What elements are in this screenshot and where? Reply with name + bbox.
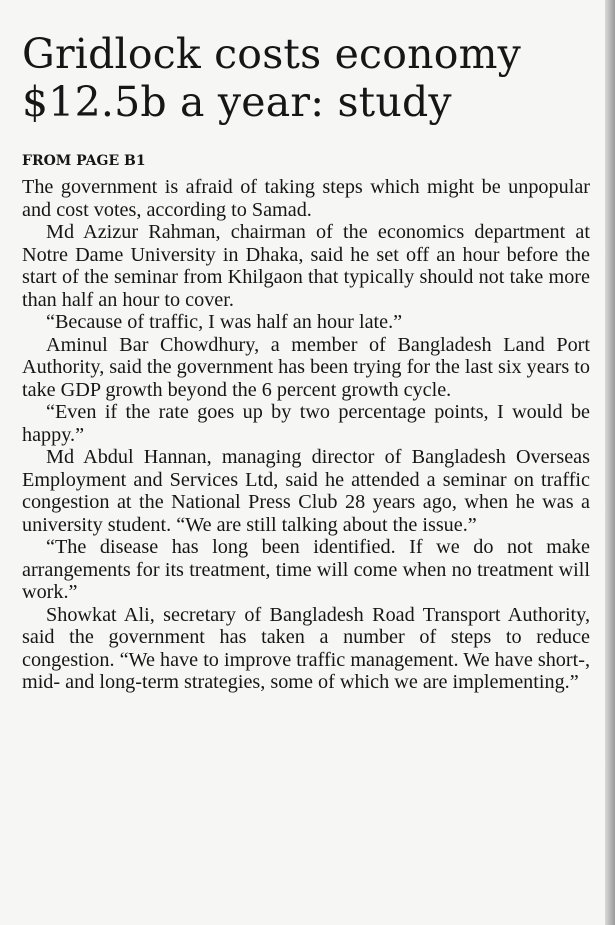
paragraph: “Because of traffic, I was half an hour late.” [46, 311, 403, 333]
paragraph: “Even if the rate goes up by two percentage points, I would be happy.” [22, 401, 590, 446]
article-body [22, 176, 590, 694]
paragraph: Md Abdul Hannan, managing director of Bangladesh Overseas Employment and Services Ltd, said he attended a seminar on traffic congestion at the National Press Club 28 years ago, when he was a university student. “We are still talking about the issue.” [22, 446, 590, 536]
paragraph: Md Azizur Rahman, chairman of the economics department at Notre Dame University in Dhaka, said he set off an hour before the start of the seminar from Khilgaon that typically should not take more than half an hour to cover. [22, 221, 590, 311]
paragraph: Aminul Bar Chowdhury, a member of Bangladesh Land Port Authority, said the government has been trying for the last six years to take GDP growth beyond the 6 percent growth cycle. [22, 333, 590, 401]
paragraph: Showkat Ali, secretary of Bangladesh Road Transport Authority, said the government has taken a number of steps to reduce congestion. “We have to improve traffic management. We have short-, mid- and long-term strategies, some of which we are implementing.” [22, 603, 590, 693]
headline: Gridlock costs economy $12.5b a year: study [22, 30, 522, 126]
page-edge-shadow [605, 0, 615, 925]
paragraph: “The disease has long been identified. If we do not make arrangements for its treatment, time will come when no treatment will work.” [22, 536, 590, 603]
paragraph: The government is afraid of taking steps which might be unpopular and cost votes, according to Samad. [22, 176, 590, 221]
article [22, 30, 590, 694]
continued-from-label: FROM PAGE B1 [22, 153, 146, 169]
